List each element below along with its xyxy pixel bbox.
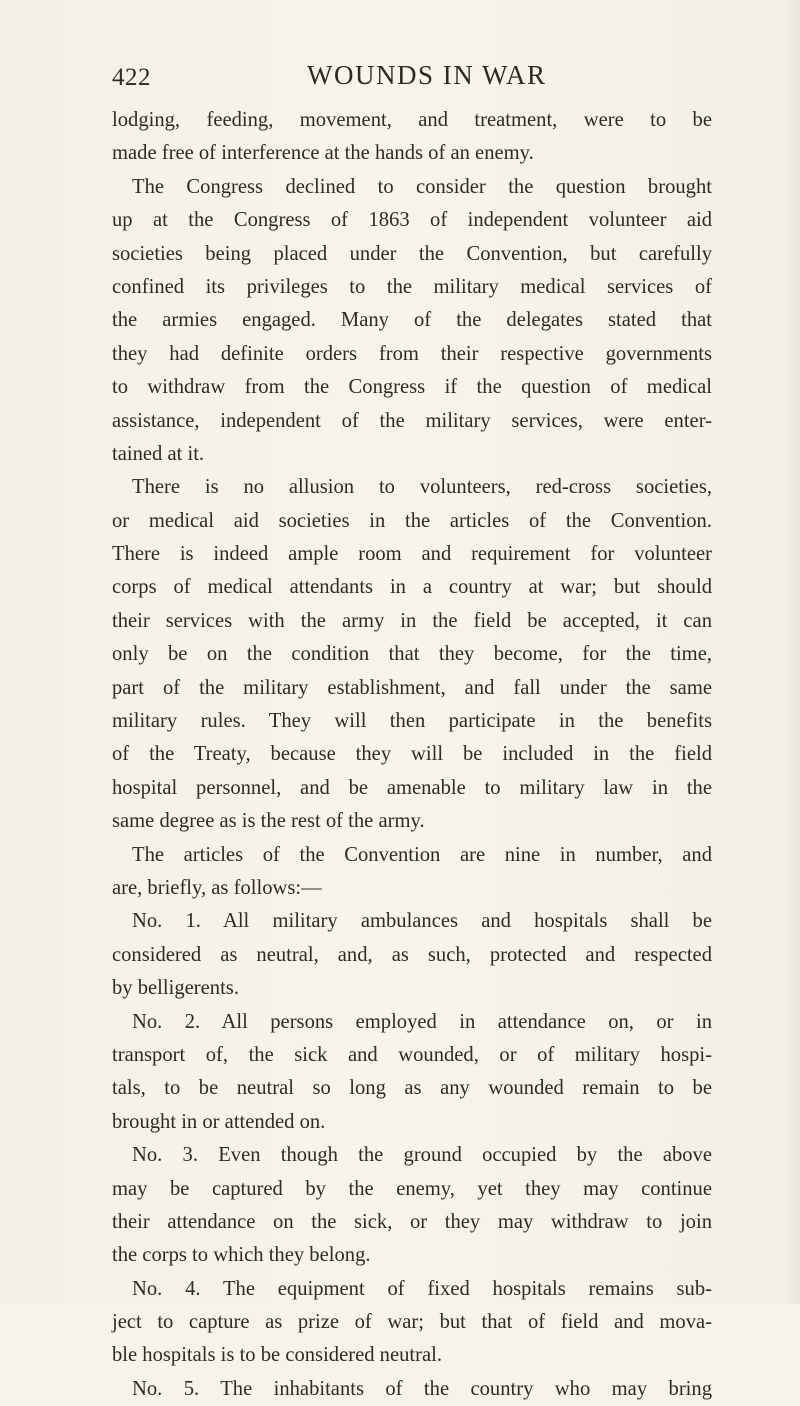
text-line: There is no allusion to volunteers, red-cross societies, <box>132 476 712 499</box>
page-number: 422 <box>112 64 151 91</box>
text-line: ject to capture as prize of war; but that of field and mova- <box>112 1311 712 1334</box>
text-line: tals, to be neutral so long as any wounded remain to be <box>112 1077 712 1100</box>
text-line: same degree as is the rest of the army. <box>112 810 425 833</box>
text-line: the armies engaged. Many of the delegates stated that <box>112 309 712 332</box>
running-head: WOUNDS IN WAR <box>307 60 547 90</box>
text-line: are, briefly, as follows:— <box>112 876 322 899</box>
text-line: tained at it. <box>112 442 205 465</box>
text-line: No. 3. Even though the ground occupied by the above <box>132 1144 712 1167</box>
text-line: No. 2. All persons employed in attendance on, or in <box>132 1010 712 1033</box>
text-line: only be on the condition that they become, for the time, <box>112 643 712 666</box>
text-line: made free of interference at the hands of an enemy. <box>112 142 534 165</box>
text-line: societies being placed under the Convention, but carefully <box>112 242 712 265</box>
page-edge-shadow <box>786 0 800 1304</box>
text-line: No. 5. The inhabitants of the country who may bring <box>132 1377 712 1400</box>
text-line: by belligerents. <box>112 977 239 1000</box>
text-line: military rules. They will then participate in the benefits <box>112 710 712 733</box>
text-line: No. 1. All military ambulances and hospitals shall be <box>132 910 712 933</box>
text-line: The articles of the Convention are nine in number, and <box>132 843 712 866</box>
text-line: they had definite orders from their respective governments <box>112 342 712 365</box>
text-line: ble hospitals is to be considered neutral. <box>112 1344 442 1367</box>
text-line: hospital personnel, and be amenable to military law in the <box>112 776 712 799</box>
text-line: confined its privileges to the military medical services of <box>112 275 712 298</box>
text-line: to withdraw from the Congress if the question of medical <box>112 376 712 399</box>
text-line: assistance, independent of the military services, were enter- <box>112 409 712 432</box>
text-line: may be captured by the enemy, yet they may continue <box>112 1177 712 1200</box>
text-line: of the Treaty, because they will be included in the field <box>112 743 712 766</box>
text-line: No. 4. The equipment of fixed hospitals remains sub- <box>132 1277 712 1300</box>
text-line: the corps to which they belong. <box>112 1244 371 1267</box>
text-line: their services with the army in the field be accepted, it can <box>112 609 712 632</box>
text-line: The Congress declined to consider the question brought <box>132 175 712 198</box>
text-line: up at the Congress of 1863 of independent volunteer aid <box>112 209 712 232</box>
text-line: their attendance on the sick, or they may withdraw to join <box>112 1210 712 1233</box>
text-line: considered as neutral, and, as such, protected and respected <box>112 943 712 966</box>
text-line: lodging, feeding, movement, and treatment, were to be <box>112 109 712 131</box>
text-line: or medical aid societies in the articles of the Convention. <box>112 509 712 532</box>
text-line: brought in or attended on. <box>112 1110 326 1133</box>
page-header <box>0 60 800 96</box>
text-line: part of the military establishment, and fall under the same <box>112 676 712 699</box>
text-line: corps of medical attendants in a country at war; but should <box>112 576 712 599</box>
body-text <box>112 104 712 1406</box>
text-line: There is indeed ample room and requirement for volunteer <box>112 543 712 566</box>
text-line: transport of, the sick and wounded, or of military hospi- <box>112 1043 712 1066</box>
